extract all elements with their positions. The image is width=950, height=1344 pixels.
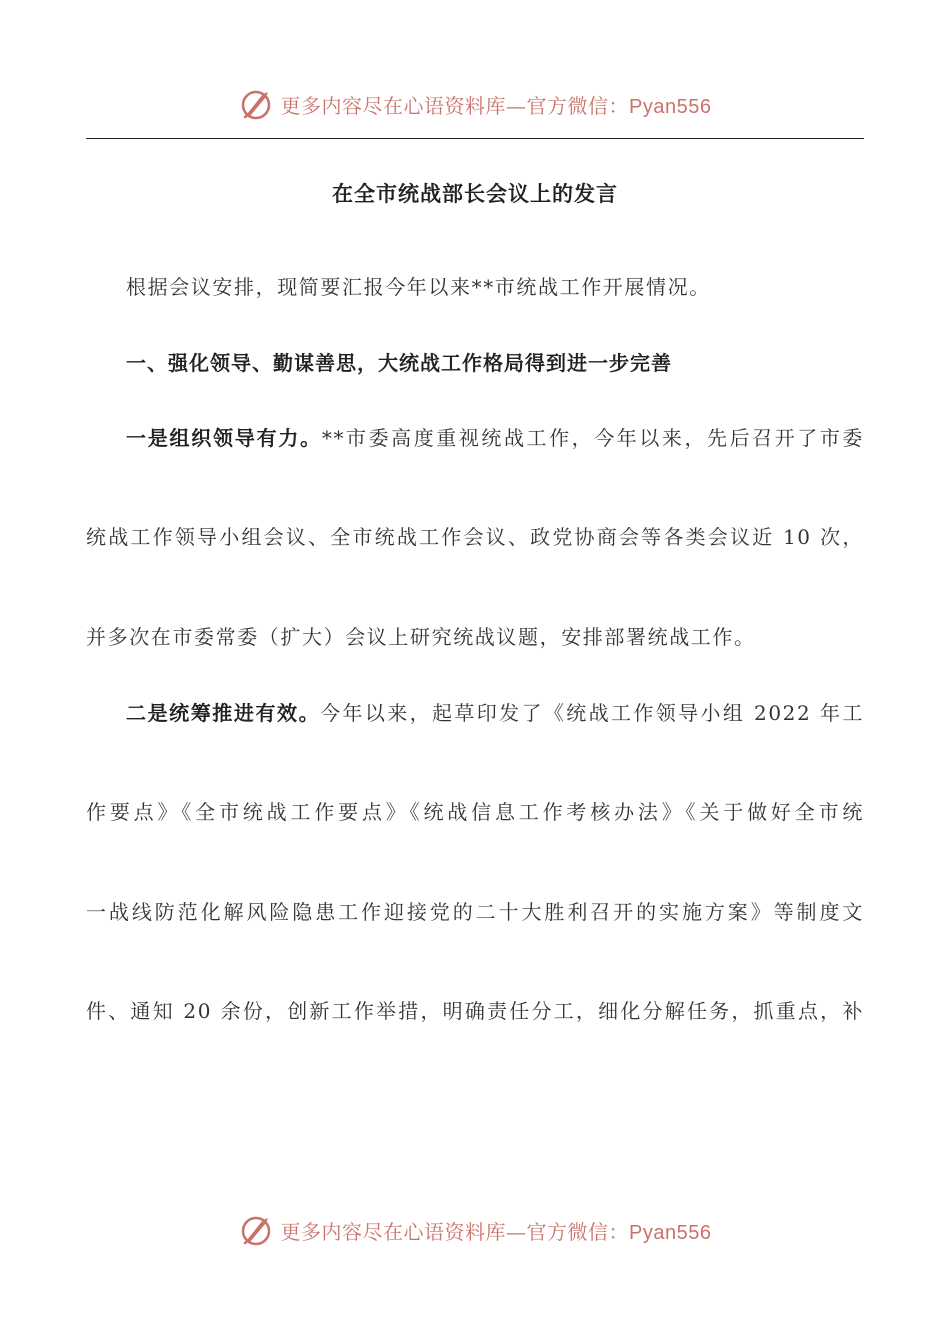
- paragraph-1-lead: 一是组织领导有力。: [126, 426, 322, 450]
- document-title: 在全市统战部长会议上的发言: [332, 182, 618, 206]
- paragraph-2-lead: 二是统筹推进有效。: [126, 701, 321, 725]
- header-watermark: [0, 84, 950, 124]
- watermark-text: 更多内容尽在心语资料库—官方微信：Pyan556: [280, 1219, 712, 1244]
- quill-logo-icon: [239, 1212, 275, 1248]
- paragraph-1-line-1: 一是组织领导有力。**市委高度重视统战工作，今年以来，先后召开了市委: [126, 426, 865, 450]
- wechat-id: Pyan556: [629, 1221, 712, 1244]
- section-heading-1: 一、强化领导、勤谋善思，大统战工作格局得到进一步完善: [126, 351, 672, 375]
- paragraph-2-line-3: 一战线防范化解风险隐患工作迎接党的二十大胜利召开的实施方案》等制度文: [86, 900, 864, 924]
- quill-logo-icon: [239, 86, 275, 122]
- paragraph-1-line-2: 统战工作领导小组会议、全市统战工作会议、政党协商会等各类会议近 10 次，: [86, 525, 864, 549]
- paragraph-1-line-3: 并多次在市委常委（扩大）会议上研究统战议题，安排部署统战工作。: [86, 625, 756, 649]
- watermark-text: 更多内容尽在心语资料库—官方微信：Pyan556: [280, 93, 712, 118]
- footer-watermark: [0, 1210, 950, 1250]
- paragraph-2-line-2: 作要点》《全市统战工作要点》《统战信息工作考核办法》《关于做好全市统: [86, 800, 864, 824]
- wechat-id: Pyan556: [629, 95, 712, 118]
- header-divider: [86, 138, 864, 139]
- paragraph-2-line-4: 件、通知 20 余份，创新工作举措，明确责任分工，细化分解任务，抓重点，补: [86, 999, 864, 1023]
- paragraph-2-line-1: 二是统筹推进有效。今年以来，起草印发了《统战工作领导小组 2022 年工: [126, 701, 864, 725]
- intro-paragraph: 根据会议安排，现简要汇报今年以来**市统战工作开展情况。: [126, 275, 711, 299]
